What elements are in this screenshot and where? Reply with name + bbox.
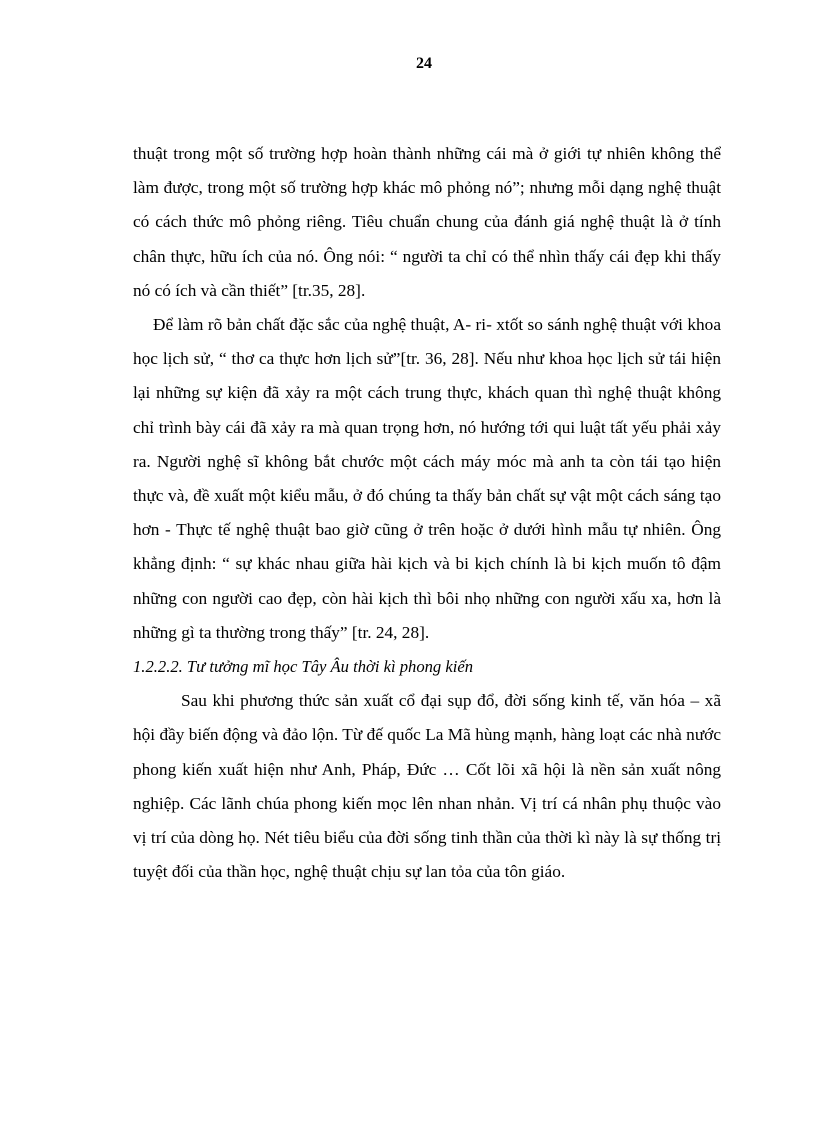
section-heading: 1.2.2.2. Tư tưởng mĩ học Tây Âu thời kì phong kiến [133, 657, 474, 677]
paragraph-art-imitation: thuật trong một số trường hợp hoàn thành những cái mà ở giới tự nhiên không thể làm được, trong một số trường hợp khác mô phỏng nó”; nhưng mỗi dạng nghệ thuật có cách thức mô phỏng riêng. Tiêu chuẩn chung của đánh giá nghệ thuật là ở tính chân thực, hữu ích của nó. Ông nói: “ người ta chỉ có thể nhìn thấy cái đẹp khi thấy nó có ích và cần thiết” [tr.35, 28]. [133, 144, 721, 300]
paragraph-art-vs-history: Để làm rõ bản chất đặc sắc của nghệ thuật, A- ri- xtốt so sánh nghệ thuật với khoa học lịch sử, “ thơ ca thực hơn lịch sử”[tr. 36, 28]. Nếu như khoa học lịch sử tái hiện lại những sự kiện đã xảy ra một cách trung thực, khách quan thì nghệ thuật không chỉ trình bày cái đã xảy ra mà quan trọng hơn, nó hướng tới qui luật tất yếu phải xảy ra. Người nghệ sĩ không bắt chước một cách máy móc mà anh ta còn tái tạo hiện thực và, đề xuất một kiểu mẫu, ở đó chúng ta thấy bản chất sự vật một cách sáng tạo hơn - Thực tế nghệ thuật bao giờ cũng ở trên hoặc ở dưới hình mẫu tự nhiên. Ông khẳng định: “ sự khác nhau giữa hài kịch và bi kịch chính là bi kịch muốn tô đậm những con người cao đẹp, còn hài kịch thì bôi nhọ những con người xấu xa, hơn là những gì ta thường trong thấy” [tr. 24, 28]. [133, 315, 721, 642]
page-number: 24 [416, 55, 432, 72]
paragraph-feudal-period: Sau khi phương thức sản xuất cổ đại sụp đổ, đời sống kinh tế, văn hóa – xã hội đầy biến động và đảo lộn. Từ đế quốc La Mã hùng mạnh, hàng loạt các nhà nước phong kiến xuất hiện như Anh, Pháp, Đức … Cốt lõi xã hội là nền sản xuất nông nghiệp. Các lãnh chúa phong kiến mọc lên nhan nhản. Vị trí cá nhân phụ thuộc vào vị trí của dòng họ. Nét tiêu biểu của đời sống tinh thần của thời kì này là sự thống trị tuyệt đối của thần học, nghệ thuật chịu sự lan tỏa của tôn giáo. [133, 691, 721, 882]
page-body [133, 137, 721, 889]
